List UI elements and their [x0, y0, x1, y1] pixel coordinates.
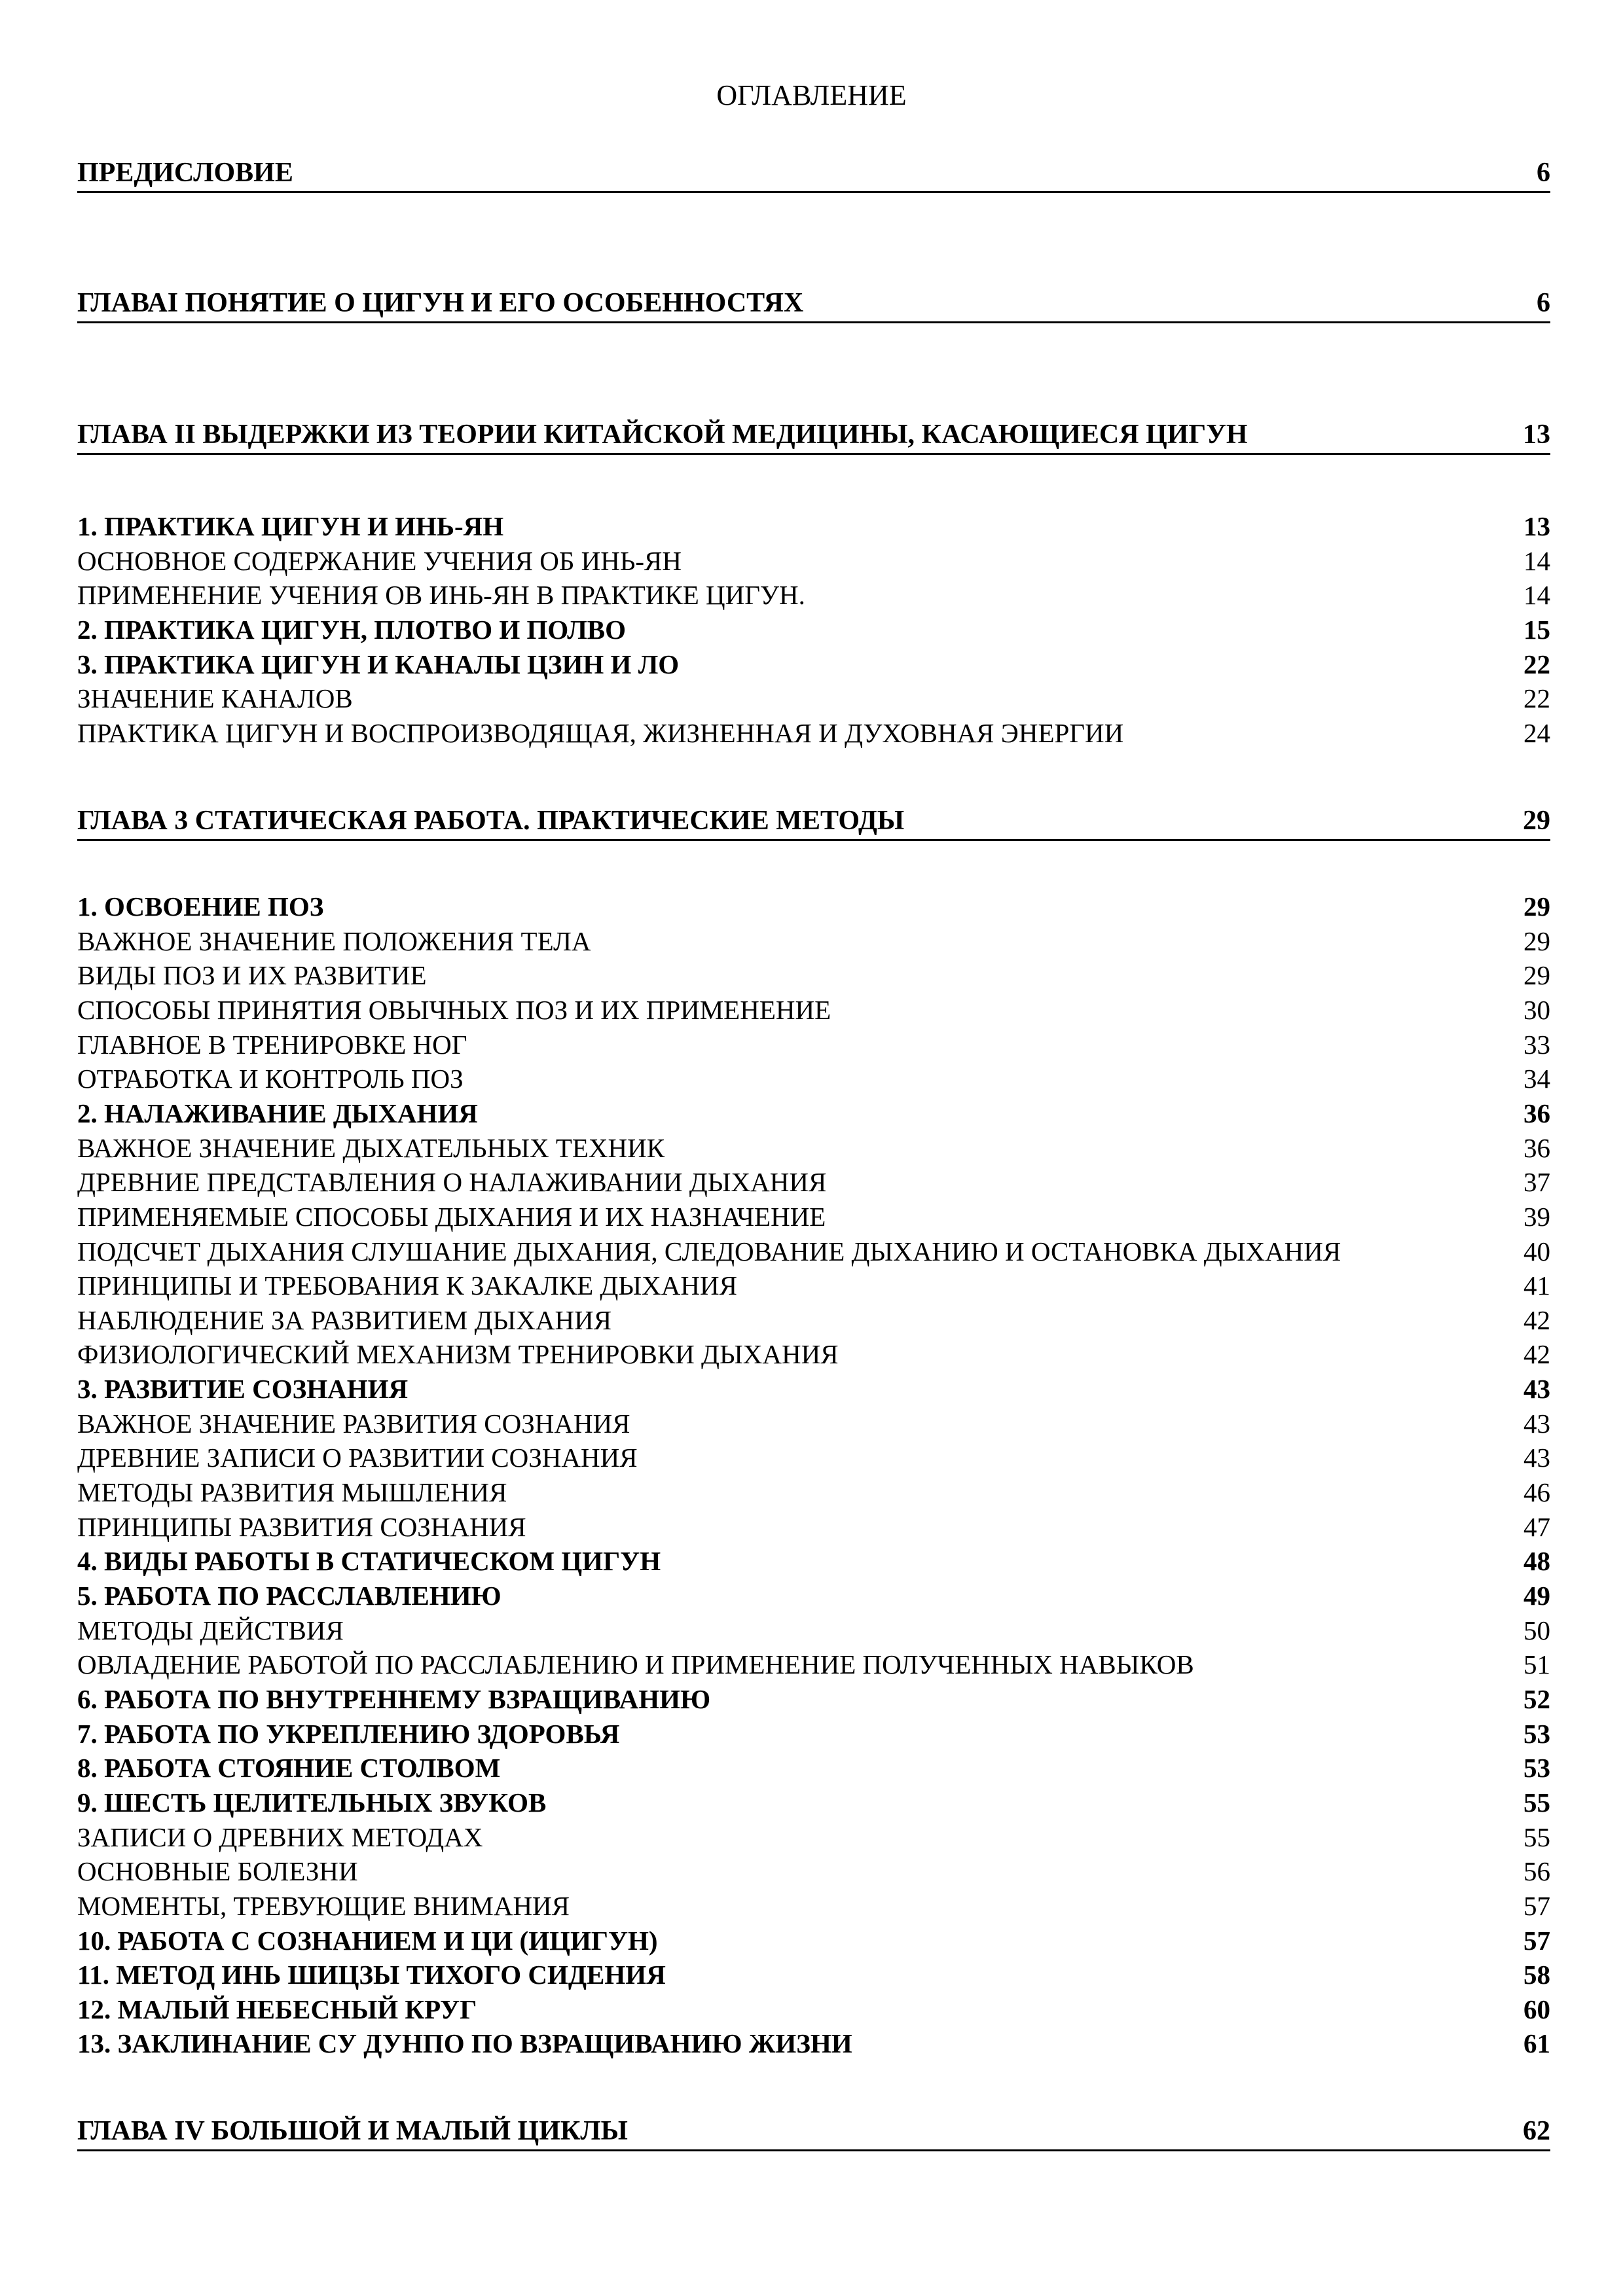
- section-entry[interactable]: [77, 1785, 1550, 1820]
- entry-page-number: 34: [1523, 1064, 1550, 1094]
- chapter-title: ГЛАВА II ВЫДЕРЖКИ ИЗ ТЕОРИИ КИТАЙСКОЙ МЕДИЦИНЫ, КАСАЮЩИЕСЯ ЦИГУН: [77, 420, 1248, 450]
- entry-title: 2. ПРАКТИКА ЦИГУН, ПЛОТВО И ПОЛВО: [77, 614, 627, 645]
- entry-page-number: 60: [1523, 1994, 1550, 2024]
- chapter-page-number: 62: [1523, 2116, 1550, 2146]
- entry-title: 12. МАЛЫЙ НЕБЕСНЫЙ КРУГ: [77, 1994, 477, 2024]
- entry-page-number: 51: [1523, 1649, 1550, 1680]
- section-entry[interactable]: [77, 1579, 1550, 1613]
- entry-page-number: 42: [1523, 1339, 1550, 1370]
- entry-page-number: 43: [1523, 1374, 1550, 1405]
- subsection-entry[interactable]: [77, 1337, 1550, 1372]
- entry-title: 10. РАБОТА С СОЗНАНИЕМ И ЦИ (ИЦИГУН): [77, 1925, 658, 1956]
- entry-title: ДРЕВНИЕ ЗАПИСИ О РАЗВИТИИ СОЗНАНИЯ: [77, 1443, 638, 1473]
- section-entry[interactable]: [77, 1096, 1550, 1131]
- subsection-entry[interactable]: [77, 716, 1550, 751]
- entry-page-number: 15: [1523, 614, 1550, 645]
- entry-title: ДРЕВНИЕ ПРЕДСТАВЛЕНИЯ О НАЛАЖИВАНИИ ДЫХАНИЯ: [77, 1167, 827, 1198]
- entry-title: ОТРАБОТКА И КОНТРОЛЬ ПОЗ: [77, 1064, 464, 1094]
- chapter-entry[interactable]: [77, 2114, 1550, 2151]
- entry-page-number: 22: [1523, 649, 1550, 679]
- entry-title: 4. ВИДЫ РАБОТЫ В СТАТИЧЕСКОМ ЦИГУН: [77, 1546, 661, 1577]
- entry-page-number: 55: [1523, 1787, 1550, 1818]
- entry-page-number: 43: [1523, 1443, 1550, 1473]
- entry-title: ВИДЫ ПОЗ И ИХ РАЗВИТИЕ: [77, 960, 427, 991]
- toc-heading: ОГЛАВЛЕНИЕ: [716, 79, 907, 111]
- subsection-entry[interactable]: [77, 1303, 1550, 1338]
- entry-page-number: 29: [1523, 891, 1550, 922]
- entry-page-number: 30: [1523, 994, 1550, 1025]
- subsection-entry[interactable]: [77, 958, 1550, 993]
- chapter-entry[interactable]: [77, 804, 1550, 841]
- chapter-title: ГЛАВА 3 СТАТИЧЕСКАЯ РАБОТА. ПРАКТИЧЕСКИЕ МЕТОДЫ: [77, 806, 905, 836]
- entry-page-number: 53: [1523, 1753, 1550, 1784]
- entry-title: 3. РАЗВИТИЕ СОЗНАНИЯ: [77, 1374, 409, 1405]
- entry-page-number: 57: [1523, 1925, 1550, 1956]
- entry-page-number: 56: [1523, 1856, 1550, 1887]
- subsection-entry[interactable]: [77, 924, 1550, 959]
- subsection-entry[interactable]: [77, 1510, 1550, 1545]
- subsection-entry[interactable]: [77, 1028, 1550, 1062]
- entry-page-number: 24: [1523, 717, 1550, 748]
- section-entry[interactable]: [77, 1372, 1550, 1407]
- chapter-page-number: 13: [1523, 420, 1550, 450]
- section-entry[interactable]: [77, 509, 1550, 544]
- entry-page-number: 37: [1523, 1167, 1550, 1198]
- section-entry[interactable]: [77, 1924, 1550, 1958]
- subsection-entry[interactable]: [77, 1165, 1550, 1200]
- section-entry[interactable]: [77, 889, 1550, 924]
- subsection-entry[interactable]: [77, 1268, 1550, 1303]
- entry-title: МОМЕНТЫ, ТРЕВУЮЩИЕ ВНИМАНИЯ: [77, 1890, 570, 1921]
- entry-title: ГЛАВНОЕ В ТРЕНИРОВКЕ НОГ: [77, 1029, 467, 1060]
- entry-page-number: 58: [1523, 1960, 1550, 1990]
- entry-page-number: 46: [1523, 1477, 1550, 1508]
- chapter-entry[interactable]: [77, 286, 1550, 323]
- chapter-title: ПРЕДИСЛОВИЕ: [77, 158, 293, 188]
- subsection-entry[interactable]: [77, 1647, 1550, 1682]
- entry-title: ПРИНЦИПЫ РАЗВИТИЯ СОЗНАНИЯ: [77, 1511, 526, 1542]
- entry-title: 9. ШЕСТЬ ЦЕЛИТЕЛЬНЫХ ЗВУКОВ: [77, 1787, 547, 1818]
- entry-title: ПОДСЧЕТ ДЫХАНИЯ СЛУШАНИЕ ДЫХАНИЯ, СЛЕДОВАНИЕ ДЫХАНИЮ И ОСТАНОВКА ДЫХАНИЯ: [77, 1236, 1341, 1266]
- subsection-entry[interactable]: [77, 1889, 1550, 1924]
- entry-title: ОСНОВНЫЕ БОЛЕЗНИ: [77, 1856, 358, 1887]
- entry-page-number: 52: [1523, 1683, 1550, 1714]
- chapter-entry[interactable]: [77, 156, 1550, 193]
- entry-page-number: 13: [1523, 511, 1550, 541]
- entry-page-number: 22: [1523, 683, 1550, 714]
- entry-page-number: 14: [1523, 545, 1550, 576]
- entry-page-number: 47: [1523, 1511, 1550, 1542]
- section-entry[interactable]: [77, 1717, 1550, 1751]
- entry-page-number: 33: [1523, 1029, 1550, 1060]
- entry-page-number: 14: [1523, 580, 1550, 611]
- subsection-entry[interactable]: [77, 1441, 1550, 1475]
- entry-page-number: 49: [1523, 1581, 1550, 1611]
- entry-title: ЗАПИСИ О ДРЕВНИХ МЕТОДАХ: [77, 1821, 483, 1852]
- entry-title: МЕТОДЫ ДЕЙСТВИЯ: [77, 1615, 344, 1645]
- subsection-entry[interactable]: [77, 1854, 1550, 1889]
- entry-title: НАБЛЮДЕНИЕ ЗА РАЗВИТИЕМ ДЫХАНИЯ: [77, 1304, 612, 1335]
- entry-title: 2. НАЛАЖИВАНИЕ ДЫХАНИЯ: [77, 1098, 478, 1128]
- subsection-entry[interactable]: [77, 544, 1550, 579]
- subsection-entry[interactable]: [77, 1234, 1550, 1269]
- section-entry[interactable]: [77, 1958, 1550, 1992]
- entry-title: СПОСОБЫ ПРИНЯТИЯ ОВЫЧНЫХ ПОЗ И ИХ ПРИМЕНЕНИЕ: [77, 994, 831, 1025]
- entry-page-number: 50: [1523, 1615, 1550, 1645]
- chapter-title: ГЛАВАI ПОНЯТИЕ О ЦИГУН И ЕГО ОСОБЕННОСТЯХ: [77, 288, 804, 318]
- chapter-title: ГЛАВА IV БОЛЬШОЙ И МАЛЫЙ ЦИКЛЫ: [77, 2116, 628, 2146]
- entry-title: 8. РАБОТА СТОЯНИЕ СТОЛВОМ: [77, 1753, 501, 1784]
- subsection-entry[interactable]: [77, 578, 1550, 613]
- entry-title: 6. РАБОТА ПО ВНУТРЕННЕМУ ВЗРАЩИВАНИЮ: [77, 1683, 711, 1714]
- entry-page-number: 36: [1523, 1132, 1550, 1163]
- entry-title: ПРИНЦИПЫ И ТРЕБОВАНИЯ К ЗАКАЛКЕ ДЫХАНИЯ: [77, 1270, 737, 1301]
- entry-page-number: 36: [1523, 1098, 1550, 1128]
- entry-title: 13. ЗАКЛИНАНИЕ СУ ДУНПО ПО ВЗРАЩИВАНИЮ ЖИЗНИ: [77, 2028, 852, 2059]
- entry-page-number: 57: [1523, 1890, 1550, 1921]
- section-entry[interactable]: [77, 1544, 1550, 1579]
- entry-page-number: 42: [1523, 1304, 1550, 1335]
- chapter-page-number: 6: [1537, 288, 1550, 318]
- entry-page-number: 53: [1523, 1718, 1550, 1749]
- entry-page-number: 29: [1523, 960, 1550, 991]
- entry-page-number: 48: [1523, 1546, 1550, 1577]
- chapter-entry[interactable]: [77, 418, 1550, 455]
- subsection-entry[interactable]: [77, 1062, 1550, 1096]
- entry-page-number: 39: [1523, 1201, 1550, 1232]
- entry-page-number: 29: [1523, 925, 1550, 956]
- entry-title: ВАЖНОЕ ЗНАЧЕНИЕ ПОЛОЖЕНИЯ ТЕЛА: [77, 925, 591, 956]
- entry-title: ФИЗИОЛОГИЧЕСКИЙ МЕХАНИЗМ ТРЕНИРОВКИ ДЫХАНИЯ: [77, 1339, 839, 1370]
- entry-title: 5. РАБОТА ПО РАССЛАВЛЕНИЮ: [77, 1581, 501, 1611]
- entry-title: МЕТОДЫ РАЗВИТИЯ МЫШЛЕНИЯ: [77, 1477, 507, 1508]
- subsection-entry[interactable]: [77, 1820, 1550, 1855]
- entry-title: ОСНОВНОЕ СОДЕРЖАНИЕ УЧЕНИЯ ОБ ИНЬ-ЯН: [77, 545, 682, 576]
- entry-title: 3. ПРАКТИКА ЦИГУН И КАНАЛЫ ЦЗИН И ЛО: [77, 649, 680, 679]
- entry-page-number: 61: [1523, 2028, 1550, 2059]
- subsection-entry[interactable]: [77, 681, 1550, 716]
- section-entry[interactable]: [77, 647, 1550, 682]
- subsection-entry[interactable]: [77, 1200, 1550, 1234]
- chapter-page-number: 6: [1537, 158, 1550, 188]
- entry-title: 1. ОСВОЕНИЕ ПОЗ: [77, 891, 324, 922]
- section-entry[interactable]: [77, 1751, 1550, 1785]
- entry-title: ОВЛАДЕНИЕ РАБОТОЙ ПО РАССЛАБЛЕНИЮ И ПРИМЕНЕНИЕ ПОЛУЧЕННЫХ НАВЫКОВ: [77, 1649, 1194, 1680]
- entry-title: 1. ПРАКТИКА ЦИГУН И ИНЬ-ЯН: [77, 511, 504, 541]
- chapter-page-number: 29: [1523, 806, 1550, 836]
- subsection-entry[interactable]: [77, 1407, 1550, 1441]
- subsection-entry[interactable]: [77, 1131, 1550, 1166]
- entry-page-number: 55: [1523, 1821, 1550, 1852]
- entry-page-number: 41: [1523, 1270, 1550, 1301]
- subsection-entry[interactable]: [77, 1475, 1550, 1510]
- entry-title: ВАЖНОЕ ЗНАЧЕНИЕ РАЗВИТИЯ СОЗНАНИЯ: [77, 1408, 630, 1439]
- entry-title: 11. МЕТОД ИНЬ ШИЦЗЫ ТИХОГО СИДЕНИЯ: [77, 1960, 666, 1990]
- section-entry[interactable]: [77, 1992, 1550, 2027]
- section-entry[interactable]: [77, 1682, 1550, 1717]
- entry-title: ВАЖНОЕ ЗНАЧЕНИЕ ДЫХАТЕЛЬНЫХ ТЕХНИК: [77, 1132, 665, 1163]
- entry-page-number: 40: [1523, 1236, 1550, 1266]
- entry-title: ПРАКТИКА ЦИГУН И ВОСПРОИЗВОДЯЩАЯ, ЖИЗНЕННАЯ И ДУХОВНАЯ ЭНЕРГИИ: [77, 717, 1124, 748]
- subsection-entry[interactable]: [77, 1613, 1550, 1648]
- entry-title: ПРИМЕНЯЕМЫЕ СПОСОБЫ ДЫХАНИЯ И ИХ НАЗНАЧЕНИЕ: [77, 1201, 826, 1232]
- section-entry[interactable]: [77, 2026, 1550, 2061]
- entry-title: 7. РАБОТА ПО УКРЕПЛЕНИЮ ЗДОРОВЬЯ: [77, 1718, 620, 1749]
- entry-title: ПРИМЕНЕНИЕ УЧЕНИЯ ОВ ИНЬ-ЯН В ПРАКТИКЕ ЦИГУН.: [77, 580, 805, 611]
- entry-page-number: 43: [1523, 1408, 1550, 1439]
- entry-title: ЗНАЧЕНИЕ КАНАЛОВ: [77, 683, 353, 714]
- section-entry[interactable]: [77, 613, 1550, 647]
- subsection-entry[interactable]: [77, 993, 1550, 1028]
